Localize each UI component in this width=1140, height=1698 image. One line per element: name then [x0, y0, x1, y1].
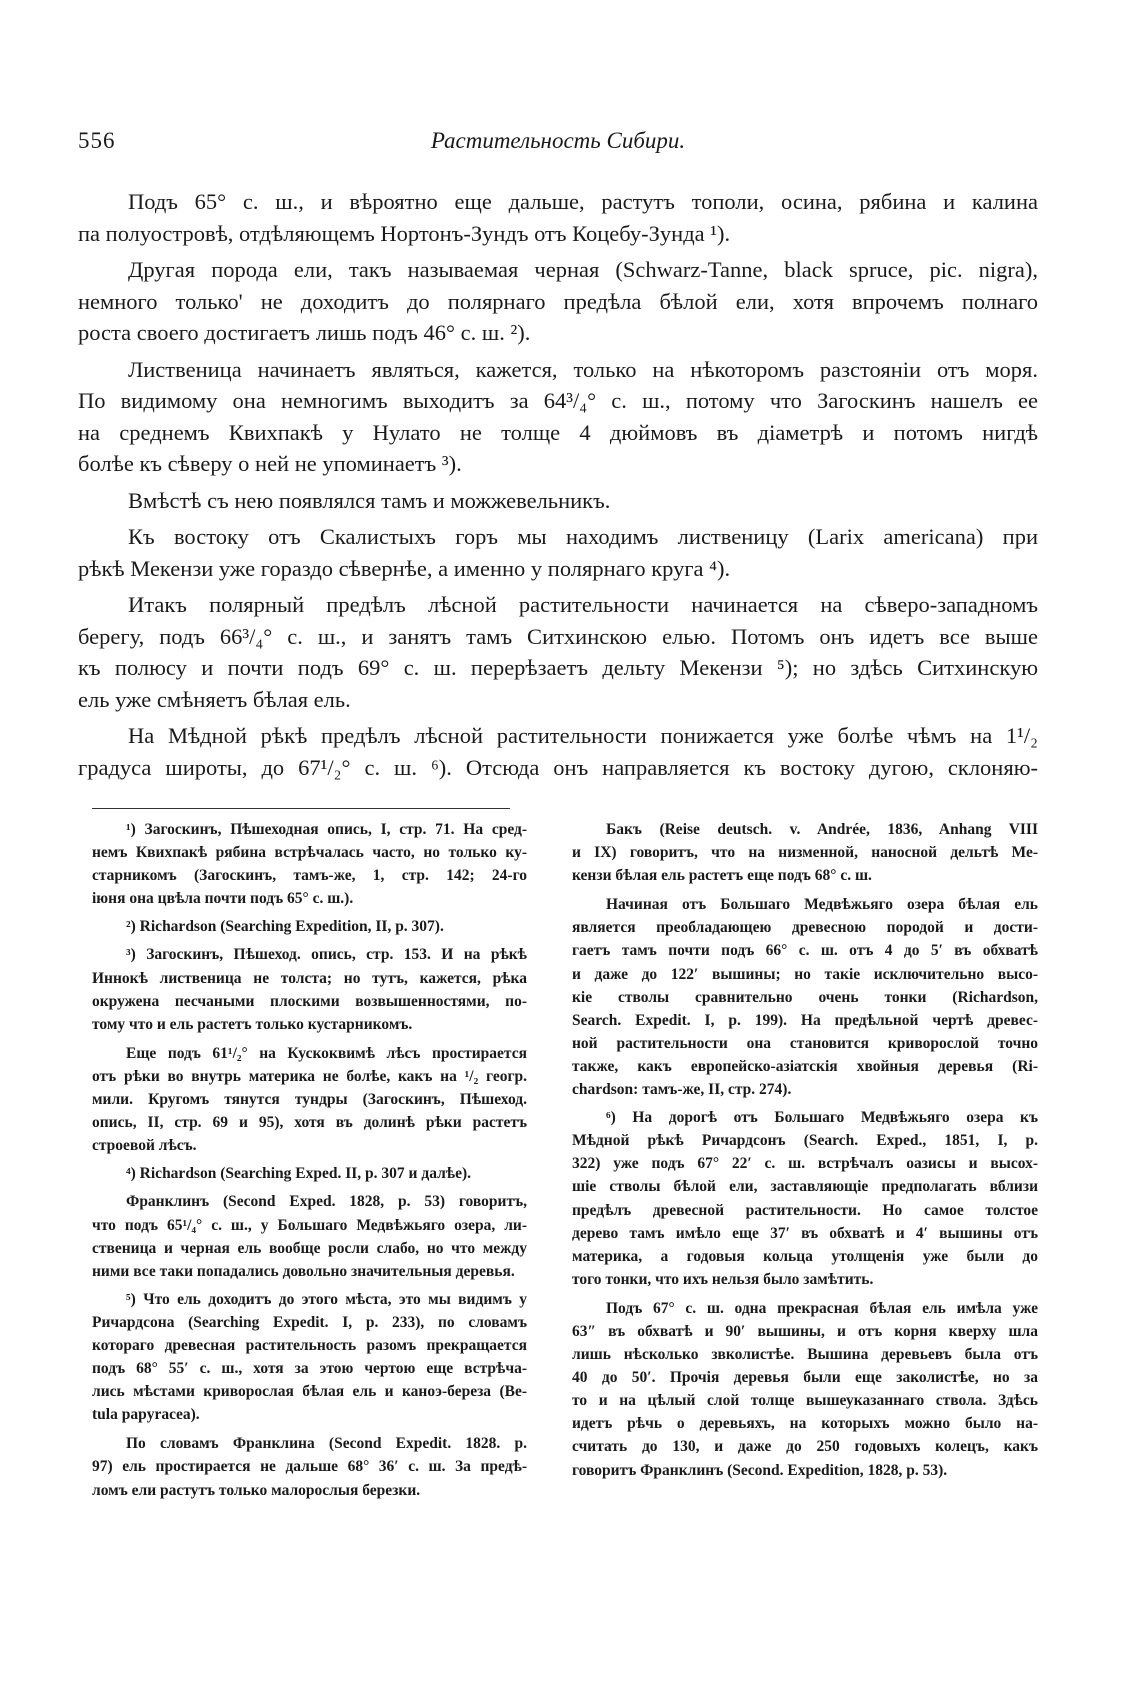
text-line: кензи бѣлая ель растетъ еще подъ 68° с. ш.: [572, 867, 872, 885]
text-line: и IX) говоритъ, что на низменной, наносной дельтѣ Ме-: [572, 844, 1038, 862]
text-line: Вмѣстѣ съ нею появлялся тамъ и можжевельникъ.: [128, 487, 611, 513]
text-line: ними все таки попадались довольно значительныя деревья.: [92, 1262, 515, 1280]
text-line: tula papyracea).: [92, 1406, 200, 1424]
text-line: Search. Expedit. I, p. 199). На предѣльной чертѣ древес-: [572, 1011, 1038, 1029]
paragraph: [78, 354, 1038, 480]
paragraph: [78, 720, 1038, 783]
text-line: Подъ 67° с. ш. одна прекрасная бѣлая ель имѣла уже: [606, 1299, 1038, 1317]
text-line: идетъ рѣчь о деревьяхъ, на которыхъ можно было на-: [572, 1415, 1038, 1433]
text-line: ³) Загоскинъ, Пѣшеход. опись, стр. 153. И на рѣкѣ: [126, 946, 527, 964]
footnote-paragraph: [92, 1042, 527, 1157]
text-line: рѣкѣ Мекензи уже гораздо сѣвернѣе, а именно у полярнаго круга ⁴).: [78, 555, 731, 581]
text-line: Бакъ (Reise deutsch. v. Andrée, 1836, Anhang VIII: [606, 821, 1038, 838]
text-line: то и на цѣлый слой толще вышеуказаннаго ствола. Здѣсь: [572, 1392, 1038, 1410]
text-line: ⁴) Richardson (Searching Exped. II, p. 307 и далѣе).: [126, 1165, 471, 1183]
paragraph: [78, 589, 1038, 715]
text-line: является преобладающею древесною породой и дости-: [572, 919, 1038, 937]
text-line: Начиная отъ Большаго Медвѣжьяго озера бѣлая ель: [606, 896, 1038, 914]
text-line: того тонки, что ихъ нельзя было замѣтить.: [572, 1270, 874, 1288]
text-line: отъ рѣки во внутрь материка не болѣе, какъ на ¹/₂ геогр.: [92, 1067, 527, 1085]
text-line: подъ 68° 55′ с. ш., хотя за этою чертою еще встрѣча-: [92, 1360, 527, 1378]
text-line: Франклинъ (Second Exped. 1828, p. 53) говоритъ,: [126, 1193, 527, 1211]
text-line: Ричардсона (Searching Expedit. I, p. 233), по словамъ: [92, 1313, 527, 1331]
text-line: 97) ель простирается не дальше 68° 36′ с. ш. За предѣ-: [92, 1458, 527, 1476]
text-line: старникомъ (Загоскинъ, тамъ-же, 1, стр. 142; 24-го: [92, 867, 527, 885]
text-line: ¹) Загоскинъ, Пѣшеходная опись, I, стр. 71. На сред-: [126, 821, 527, 838]
text-line: немъ Квихпакѣ рябина встрѣчалась часто, но только ку-: [92, 844, 527, 862]
paragraph: [78, 254, 1038, 349]
footnote-paragraph: [92, 1190, 527, 1282]
text-line: На Мѣдной рѣкѣ предѣлъ лѣсной растительности понижается уже болѣе чѣмъ на 1¹/₂: [128, 723, 1038, 748]
footnote-paragraph: [572, 1297, 1038, 1482]
text-line: па полуостровѣ, отдѣляющемъ Нортонъ-Зундъ отъ Коцебу-Зунда ¹).: [78, 220, 731, 246]
footnote-paragraph: [92, 1162, 527, 1185]
text-line: Къ востоку отъ Скалистыхъ горъ мы находимъ лиственицу (Larix americana) при: [128, 524, 1038, 549]
text-line: дерево тамъ имѣло еще 37′ въ обхватѣ и 4′ вышины отъ: [572, 1224, 1038, 1242]
text-line: считать до 130, и даже до 250 годовыхъ колецъ, какъ: [572, 1438, 1038, 1456]
footnote-paragraph: [572, 893, 1038, 1101]
text-line: къ полюсу и почти подъ 69° с. ш. перерѣзаетъ дельту Мекензи ⁵); но здѣсь Ситхинскую: [78, 655, 1038, 680]
footnotes-right-column: [572, 818, 1038, 1487]
paragraph: [78, 186, 1038, 249]
text-line: ⁶) На дорогѣ отъ Большаго Медвѣжьяго озера къ: [606, 1109, 1038, 1127]
text-line: предѣлъ древесной растительности. Но самое толстое: [572, 1201, 1038, 1219]
footnote-divider: [92, 808, 510, 809]
running-head: Растительность Сибири.: [430, 128, 686, 153]
text-line: также, какъ европейско-азіатскія хвойныя деревья (Ri-: [572, 1057, 1038, 1075]
text-line: іюня она цвѣла почти подъ 65° с. ш.).: [92, 890, 354, 908]
text-line: на среднемъ Квихпакѣ у Нулато не толще 4 дюймовъ въ діаметрѣ и потомъ нигдѣ: [78, 419, 1038, 445]
text-line: материка, а годовыя кольца утолщенія уже были до: [572, 1247, 1038, 1265]
text-line: ной растительности она становится криворослой точно: [572, 1034, 1038, 1052]
text-line: окружена песчаными плоскими возвышенностями, по-: [92, 992, 527, 1010]
text-line: Еще подъ 61¹/₂° на Кускоквимѣ лѣсъ простирается: [126, 1044, 527, 1062]
text-line: строевой лѣсъ.: [92, 1137, 197, 1155]
text-line: Иннокѣ лиственица не толста; но тутъ, кажется, рѣка: [92, 969, 527, 987]
text-line: Мѣдной рѣкѣ Ричардсонъ (Search. Exped., 1851, I, p.: [572, 1132, 1038, 1150]
text-line: опись, II, стр. 69 и 95), хотя въ долинѣ рѣки растетъ: [92, 1114, 527, 1132]
text-line: Итакъ полярный предѣлъ лѣсной растительности начинается на сѣверо-западномъ: [128, 592, 1038, 617]
footnote-paragraph: [92, 1288, 527, 1427]
text-line: и даже до 122′ вышины; но такіе исключительно высо-: [572, 965, 1038, 983]
paragraph: [78, 521, 1038, 584]
text-line: chardson: тамъ-же, II, стр. 274).: [572, 1081, 792, 1099]
text-line: ственица и черная ель вообще росли слабо, но что между: [92, 1239, 527, 1257]
text-line: Лиственица начинаетъ являться, кажется, только на нѣкоторомъ разстояніи отъ моря.: [128, 356, 1038, 382]
text-line: роста своего достигаетъ лишь подъ 46° с. ш. ²).: [78, 320, 531, 345]
footnotes-left-column: [92, 818, 527, 1507]
text-line: ломъ ели растутъ только малорослыя березки.: [92, 1481, 421, 1499]
text-line: котораго древесная растительность разомъ прекращается: [92, 1336, 527, 1354]
text-line: ²) Richardson (Searching Expedition, II, p. 307).: [126, 918, 444, 936]
text-line: мили. Кругомъ тянутся тундры (Загоскинъ, Пѣшеход.: [92, 1091, 527, 1109]
footnote-paragraph: [92, 943, 527, 1035]
page-header: [78, 128, 1038, 162]
text-line: шіе стволы бѣлой ели, заставляющіе предполагать вблизи: [572, 1178, 1038, 1196]
text-line: градуса широты, до 67¹/₂° с. ш. ⁶). Отсюда онъ направляется къ востоку дугою, склоняю-: [78, 754, 1038, 780]
text-line: Другая порода ели, такъ называемая черная (Schwarz-Tanne, black spruce, pic. nigra),: [128, 257, 1038, 282]
footnote-paragraph: [572, 1106, 1038, 1291]
text-line: По словамъ Франклина (Second Expedit. 1828. p.: [126, 1435, 527, 1453]
footnote-paragraph: [572, 818, 1038, 887]
footnote-paragraph: [92, 915, 527, 938]
footnote-paragraph: [92, 1432, 527, 1501]
text-line: тому что и ель растетъ только кустарникомъ.: [92, 1015, 413, 1033]
text-line: болѣе къ сѣверу о ней не упоминаетъ ³).: [78, 451, 462, 476]
text-line: ⁵) Что ель доходитъ до этого мѣста, это мы видимъ у: [126, 1290, 527, 1308]
text-line: 63″ въ обхватѣ и 90′ вышины, и отъ корня кверху шла: [572, 1322, 1038, 1340]
text-line: гаетъ тамъ почти подъ 66° с. ш. отъ 4 до 5′ въ обхватѣ: [572, 942, 1038, 960]
text-line: берегу, подъ 66³/₄° с. ш., и занятъ тамъ Ситхинскою елью. Потомъ онъ идетъ все выше: [78, 623, 1038, 649]
text-line: лишь нѣсколько звколистѣе. Вышина деревьевъ была отъ: [572, 1346, 1038, 1364]
text-line: кіе стволы сравнительно очень тонки (Richardson,: [572, 988, 1038, 1006]
main-text: [78, 186, 1038, 788]
text-line: говоритъ Франклинъ (Second. Expedition, 1828, p. 53).: [572, 1461, 948, 1479]
text-line: что подъ 65¹/₄° с. ш., у Большаго Медвѣжьяго озера, ли-: [92, 1216, 527, 1234]
text-line: немного только' не доходитъ до полярнаго предѣла бѣлой ели, хотя впрочемъ полнаго: [78, 288, 1038, 314]
footnote-paragraph: [92, 818, 527, 910]
page-number: 556: [78, 128, 116, 153]
text-line: Подъ 65° с. ш., и вѣроятно еще дальше, растутъ тополи, осина, рябина и калина: [128, 189, 1038, 214]
text-line: ель уже смѣняетъ бѣлая ель.: [78, 686, 351, 712]
text-line: 322) уже подъ 67° 22′ с. ш. встрѣчалъ оазисы и высох-: [572, 1155, 1038, 1173]
text-line: По видимому она немногимъ выходитъ за 64³/₄° с. ш., потому что Загоскинъ нашелъ ее: [78, 388, 1038, 413]
text-line: лись мѣстами криворослая бѣлая ель и каноэ-береза (Be-: [92, 1383, 527, 1401]
text-line: 40 до 50′. Прочія деревья были еще заколистѣе, но за: [572, 1369, 1038, 1387]
paragraph: [78, 485, 1038, 517]
